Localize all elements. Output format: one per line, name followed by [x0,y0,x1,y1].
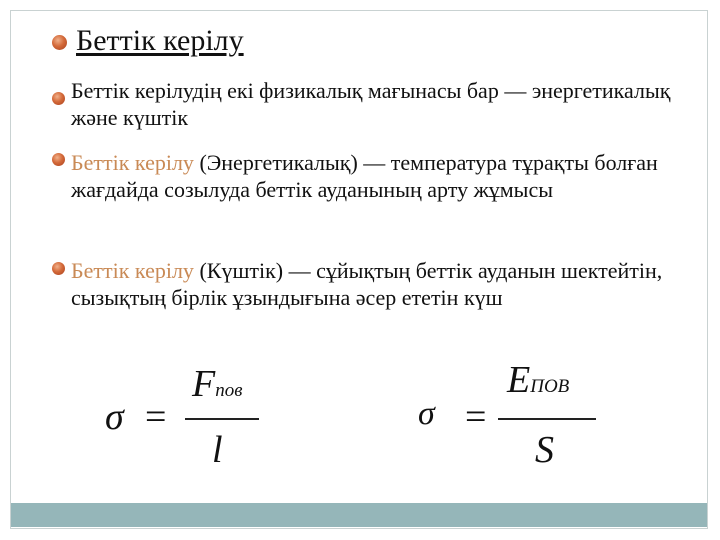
bullet-item-2-text: (Энергетикалық) — температура тұрақты болған жағдайда созылуда беттік ауданының арту жұмысы [71,150,658,202]
bullet-item-2 [71,149,691,203]
formula-1-denominator: l [212,429,223,471]
formula-1-sigma: σ [105,396,124,438]
formula-1-numerator: Fпов [192,363,243,405]
formula-1-fraction-line [185,418,259,420]
bullet-item-1-text: Беттік керілудің екі физикалық мағынасы бар — энергетикалық және күштік [71,78,671,130]
bullet-item-3 [71,257,691,311]
formula-2-numerator: EПОВ [507,359,570,401]
highlight-term: Беттік керілу [71,258,194,283]
formula-2-denominator: S [535,429,554,471]
formula-1-equals: = [145,396,167,438]
bullet-icon [52,92,65,105]
formula-2-equals: = [465,396,487,438]
formula-2-sigma: σ [418,395,435,432]
title-bullet-icon [52,35,67,50]
bullet-icon [52,153,65,166]
bullet-item-3-text: (Күштік) — сұйықтың беттік ауданын шектейтін, сызықтың бірлік ұзындығына әсер ететін күш [71,258,663,310]
bullet-item-1 [71,77,691,131]
slide-title: Беттік керілу [76,24,244,57]
formula-2-fraction-line [498,418,596,420]
bottom-bar [11,503,707,527]
highlight-term: Беттік керілу [71,150,194,175]
bullet-icon [52,262,65,275]
